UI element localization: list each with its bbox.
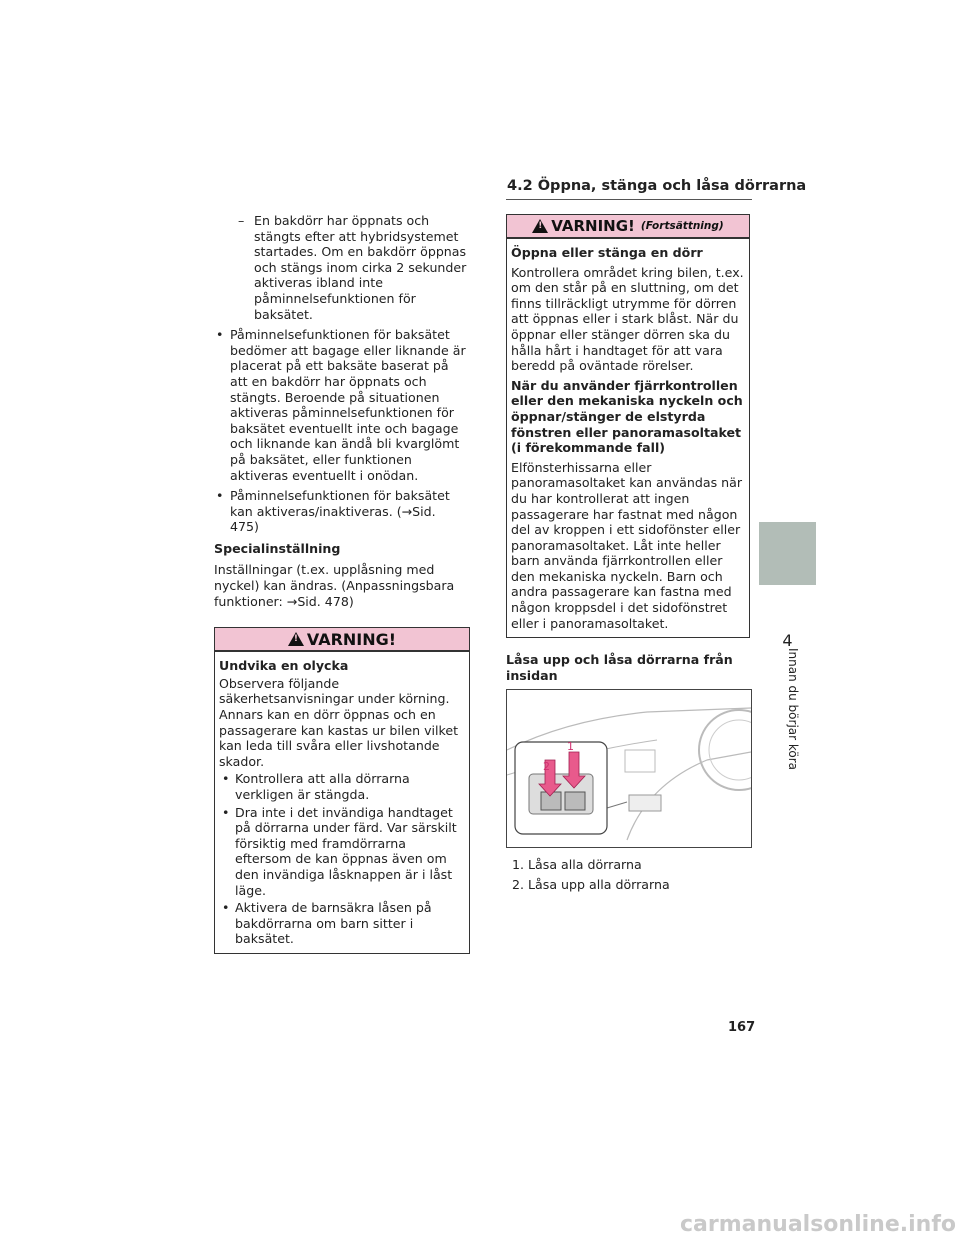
- page-number: 167: [728, 1020, 756, 1035]
- bullet-marker: •: [222, 804, 230, 820]
- watermark: carmanualsonline.info: [680, 1212, 956, 1237]
- chapter-number: 4: [782, 631, 793, 650]
- warning-heading: När du använder fjärrkontrollen eller den mekaniska nyckeln och öppnar/stänger de elstyrda fönstren eller panoramasoltaket (i förekommande fall): [511, 377, 743, 456]
- warning-body: [215, 652, 469, 953]
- step-item: 1. Låsa alla dörrarna: [512, 857, 642, 872]
- warning-list-item: [219, 805, 465, 899]
- steps-list: [512, 857, 750, 892]
- header-rule: [506, 199, 752, 200]
- step-text: Låsa upp alla dörrarna: [528, 876, 670, 892]
- warning-subtitle: (Fortsättning): [640, 220, 724, 232]
- bullet-text: Påminnelsefunktionen för baksätet kan aktiveras/inaktiveras. (→Sid. 475): [230, 488, 450, 535]
- warning-item-text: Aktivera de barnsäkra låsen på bakdörrarna om barn sitter i baksätet.: [235, 900, 432, 947]
- bullet-marker: •: [222, 900, 230, 916]
- bullet-item: [214, 327, 468, 483]
- bullet-text: Påminnelsefunktionen för baksätet bedömer att bagage eller liknande är placerat på ett baksäte baserat på att en bakdörr har öppnats och stängts. Beroende på situationen aktiveras påminnelsefunktionen för baksätet eventuellt inte och bagage och liknande kan ändå bli kvarglömt på baksätet, eller funktionen aktiveras eventuellt i onödan.: [230, 327, 466, 483]
- chapter-title: Innan du börjar köra: [786, 648, 800, 771]
- dash-item-text: En bakdörr har öppnats och stängts efter att hybridsystemet startades. Om en bakdörr öppnas och stängs inom cirka 2 sekunder aktiveras ibland inte påminnelsefunktionen för baksätet.: [254, 213, 467, 322]
- warning-triangle-icon: [532, 219, 548, 233]
- door-lock-switch-drawing: [507, 690, 751, 847]
- bullet-item: [214, 488, 468, 535]
- right-column: [506, 214, 750, 711]
- warning-text: Elfönsterhissarna eller panoramasoltaket kan användas när du har kontrollerat att ingen passagerare har fastnat med någon del av kroppen i ett sidofönster eller panoramasoltaket. Låt inte heller barn använda fjärrkontrollen eller den mekaniska nyckeln. Barn och andra passagerare kan fastna med någon kroppsdel i det sidofönstret eller i panoramasoltaket.: [511, 459, 743, 631]
- warning-heading: Öppna eller stänga en dörr: [511, 245, 703, 260]
- dash-item: [214, 213, 468, 322]
- warning-header: [507, 215, 749, 239]
- warning-box-continued: [506, 214, 750, 638]
- warning-item-text: Dra inte i det invändiga handtaget på dörrarna under färd. Var särskilt försiktig med framdörrarna eftersom de kan öppnas även om den invändiga låsknappen är i låst läge.: [235, 804, 457, 898]
- warning-intro: Observera följande säkerhetsanvisningar under körning. Annars kan en dörr öppnas och en passagerare kan kastas ur bilen vilket kan leda till svåra eller livshotande skador.: [219, 675, 459, 769]
- bullet-marker: •: [216, 488, 224, 504]
- left-column: [214, 213, 468, 954]
- warning-title: VARNING!: [306, 629, 397, 649]
- step-item: 2. Låsa upp alla dörrarna: [512, 876, 670, 892]
- step-text: Låsa alla dörrarna: [528, 857, 642, 872]
- special-heading: Specialinställning: [214, 540, 341, 556]
- warning-title: VARNING!: [551, 217, 635, 235]
- dash-marker: –: [238, 213, 245, 228]
- page-header-title: 4.2 Öppna, stänga och låsa dörrarna: [507, 178, 807, 194]
- chapter-tab: [759, 522, 816, 585]
- special-text: Inställningar (t.ex. upplåsning med nyckel) kan ändras. (Anpassningsbara funktioner: →Sid. 478): [214, 562, 455, 609]
- figure-label-1: 1: [567, 740, 574, 753]
- section-heading: Låsa upp och låsa dörrarna från insidan: [506, 652, 733, 683]
- warning-header: [215, 628, 469, 652]
- warning-text: Kontrollera området kring bilen, t.ex. om den står på en sluttning, om det finns tillräckligt utrymme för dörren att öppnas eller i stark blåst. När du öppnar eller stänger dörren ska du hålla hårt i handtaget för att vara beredd på oväntade rörelser.: [511, 264, 744, 374]
- warning-box: [214, 627, 470, 954]
- warning-item-text: Kontrollera att alla dörrarna verkligen är stängda.: [235, 771, 410, 802]
- warning-heading: Undvika en olycka: [219, 658, 349, 674]
- warning-list-item: [219, 900, 465, 947]
- warning-triangle-icon: [288, 632, 304, 646]
- warning-list-item: [219, 771, 465, 802]
- bullet-marker: •: [222, 771, 230, 787]
- warning-body: [507, 239, 749, 637]
- figure-label-2: 2: [543, 760, 550, 773]
- door-lock-switch-illustration: [506, 689, 752, 848]
- bullet-marker: •: [216, 327, 224, 343]
